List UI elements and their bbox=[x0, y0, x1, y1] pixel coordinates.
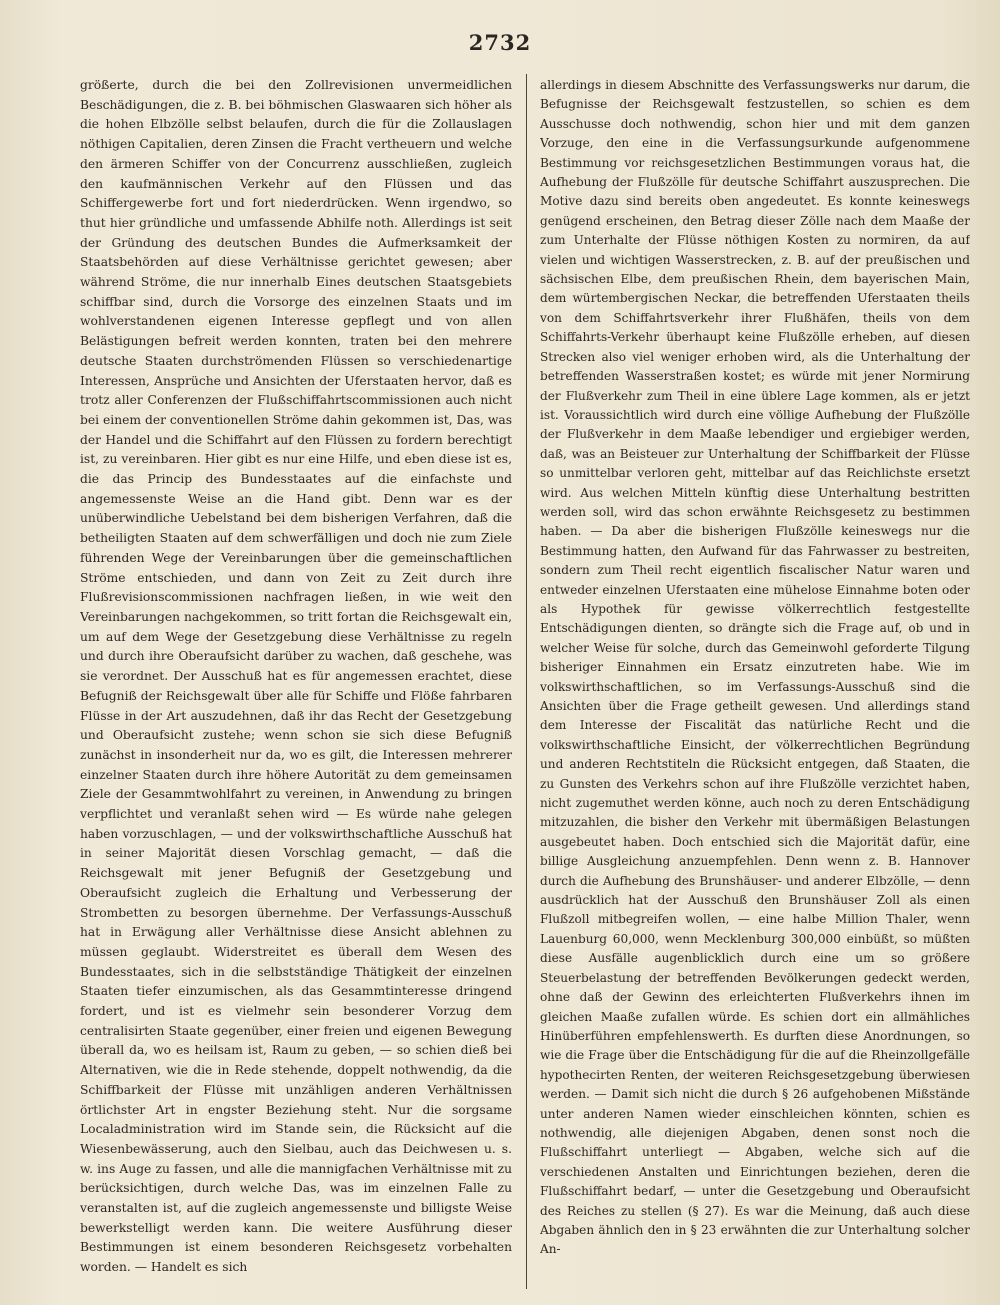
paragraph-segment: Voraussichtlich wird durch eine völlige Aufhebung der Flußzölle der Flußverkehr in dem Maaße lebendiger und ergiebiger werden, daß, was an Beisteuer zur Unterhaltung der Schiffbarkeit der Flüsse so unmittelbar verloren geht, mittelbar auf das Reichlichste ersetzt wird. bbox=[540, 407, 970, 500]
paragraph-segment: Damit sich nicht die durch § 26 aufgehobenen Mißstände unter anderen Namen wieder einschleichen könnten, schien es nothwendig, alle diejenigen Abgaben, denen sonst noch die Flußschiffahrt unterliegt — Abgaben, welche sich auf die verschiedenen Anstalten und Einrichtungen beziehen, deren die Flußschiffahrt bedarf, — unter die Gesetzgebung und Oberaufsicht des Reiches zu stellen (§ 27). bbox=[540, 1087, 970, 1218]
paragraph-segment: Die Motive dazu sind bereits oben angedeutet. bbox=[540, 175, 970, 209]
paragraph-segment: Der Ausschuß hat es für angemessen erachtet, diese Befugniß der Reichsgewalt über alle für Schiffe und Flöße fahrbaren Flüsse in der Art auszudehnen, daß ihr das Recht der Gesetzgebung und Oberaufsicht zustehe; wenn schon sie sich diese Befugniß zunächst in insonderheit nur da, wo es gilt, die Interessen mehrerer einzelner Staaten durch ihre höhere Autorität zu dem gemeinsamen Ziele der Gesammtwohlfahrt zu vereinen, in Anwendung zu bringen verpflichtet und veranlaßt sehen wird — Es würde nahe gelegen haben vorzuschlagen, — und der volkswirthschaftliche Ausschuß hat in seiner Majorität diesen Vorschlag gemacht, — daß die Reichsgewalt mit jener Befugniß der Gesetzgebung und Oberaufsicht zugleich die Erhaltung und Verbesserung der Strombetten zu besorgen übernehme. bbox=[80, 669, 512, 920]
paragraph-segment: Wenn irgendwo, so thut hier gründliche und umfassende Abhilfe noth. bbox=[80, 196, 512, 230]
paragraph-segment: Allerdings ist seit der Gründung des deutschen Bundes die Aufmerksamkeit der Staatsbehörden auf diese Verhältnisse gerichtet gewesen; aber während Ströme, die nur innerhalb Eines deutschen Staatsgebiets schiffbar sind, durch die Vorsorge des einzelnen Staats und im wohlverstandenen eigenen Interesse gepflegt und von allen Belästigungen befreit werden konnten, traten bei den mehrere deutsche Staaten durchströmenden Flüssen so verschiedenartige Interessen, Ansprüche und Ansichten der Uferstaaten hervor, daß es trotz aller Conferenzen der Flußschiffahrtscommissionen auch nicht bei einem der conventionellen Ströme dahin gekommen ist, Das, was der Handel und die Schiffahrt auf den Flüssen zu fordern berechtigt ist, zu vereinbaren. bbox=[80, 215, 512, 467]
paragraph-segment: Der Verfassungs-Ausschuß hat in Erwägung aller Verhältnisse diese Ansicht ablehnen zu müssen geglaubt. bbox=[80, 905, 512, 959]
paragraph-segment: Wie im volkswirthschaftlichen, so im Verfassungs-Ausschuß sind die Ansichten über die Frage getheilt gewesen. bbox=[540, 660, 970, 713]
paragraph-segment: größerte, durch die bei den Zollrevisionen unvermeidlichen Beschädigungen, die z. B. bei böhmischen Glaswaaren sich höher als die hohen Elbzölle selbst belaufen, durch die für die Zollauslagen nöthigen Capitalien, deren Zinsen die Fracht vertheuern und welche den ärmeren Schiffer von der Concurrenz ausschließen, zugleich den kaufmännischen Verkehr auf den Flüssen und das Schiffergewerbe fort und fort niederdrücken. bbox=[80, 78, 512, 211]
paragraph-segment: Widerstreitet es überall dem Wesen des Bundesstaates, sich in die selbstständige Thätigkeit der einzelnen Staaten tiefer einzumischen, als das Gesammtinteresse dringend fordert, und ist es vielmehr sein besonderer Vorzug dem centralisirten Staate gegenüber, einer freien und eigenen Bewegung überall da, wo es heilsam ist, Raum zu geben, — so schien dieß bei Alternativen, wie die in Rede stehende, doppelt nothwendig, da die Schiffbarkeit der Flüsse mit unzähligen anderen Verhältnissen örtlichster Art in engster Beziehung steht. bbox=[80, 944, 512, 1117]
right-column-text bbox=[540, 76, 970, 1260]
paragraph-segment: allerdings in diesem Abschnitte des Verfassungswerks nur darum, die Befugnisse der Reichsgewalt festzustellen, so schien es dem Ausschusse doch nothwendig, schon hier und mit dem ganzen Vorzuge, den eine in die Verfassungsurkunde aufgenommene Bestimmung vor reichsgesetzlichen Bestimmungen voraus hat, die Aufhebung der Flußzölle für deutsche Schiffahrt auszusprechen. bbox=[540, 78, 970, 190]
paragraph-segment: Nur die sorgsame Localadministration wird im Stande sein, die Rücksicht auf die Wiesenbewässerung, auch den Sielbau, auch das Deichwesen u. s. w. ins Auge zu fassen, und alle die mannigfachen Verhältnisse mit zu berücksichtigen, durch welche Das, was im einzelnen Falle zu veranstalten ist, auf die zugleich angemessenste und billigste Weise bewerkstelligt werden kann. bbox=[80, 1102, 512, 1235]
paragraph-segment: Denn war es der unüberwindliche Uebelstand bei dem bisherigen Verfahren, daß die betheiligten Staaten auf dem schwerfälligen und doch nie zum Ziele führenden Wege der Vereinbarungen über die gemeinschaftlichen Ströme entschieden, und dann von Zeit zu Zeit durch ihre Flußrevisionscommissionen nachfragen ließen, in wie weit den Vereinbarungen nachgekommen, so tritt fortan die Reichsgewalt ein, um auf dem Wege der Gesetzgebung diese Verhältnisse zu regeln und durch ihre Oberaufsicht darüber zu wachen, daß geschehe, was sie verordnet. bbox=[80, 491, 512, 684]
paragraph-segment: Da aber die bisherigen Flußzölle keineswegs nur die Bestimmung hatten, den Aufwand für das Fahrwasser zu bestreiten, sondern zum Theil recht eigentlich fiscalischer Natur waren und entweder einzelnen Uferstaaten eine mühelose Einnahme boten oder als Hypothek für gewisse völkerrechtlich festgestellte Entschädigungen dienten, so drängte sich die Frage auf, ob und in welcher Weise für solche, durch das Gemeinwohl geforderte Tilgung bisheriger Einnahmen ein Ersatz einzutreten habe. bbox=[540, 524, 970, 675]
paragraph-segment: Es schien dort ein allmähliches Hinüberführen empfehlenswerth. bbox=[540, 1009, 970, 1043]
paragraph-segment: Und allerdings stand dem Interesse der Fiscalität das natürliche Recht und die volkswirthschaftliche Einsicht, der völkerrechtlichen Begründung und anderen Rechtstiteln die Rücksicht entgegen, daß Staaten, die zu Gunsten des Verkehrs schon auf ihre Flußzölle verzichtet haben, nicht zugemuthet werden könne, auch noch zu deren Entschädigung mitzuzahlen, die bisher den Verkehr mit übermäßigen Belastungen ausgebeutet haben. bbox=[540, 699, 970, 849]
page-number: 2732 bbox=[468, 30, 532, 55]
right-column bbox=[540, 76, 970, 1286]
paragraph-segment: Hier gibt es nur eine Hilfe, und eben diese ist es, die das Princip des Bundesstaates auf die einfachste und angemessenste Weise an die Hand gibt. bbox=[80, 452, 512, 506]
left-column-text bbox=[80, 76, 512, 1278]
column-divider bbox=[526, 74, 527, 1289]
paragraph-segment: Es war die Meinung, daß auch diese Abgaben ähnlich den in § 23 erwähnten die zur Unterhaltung solcher An- bbox=[540, 1203, 970, 1257]
paragraph-segment: Aus welchen Mitteln künftig diese Unterhaltung bestritten werden soll, wird das schon erwähnte Reichsgesetz zu bestimmen haben. — bbox=[540, 485, 970, 539]
paragraph-segment: Die weitere Ausführung dieser Bestimmungen ist einem besonderen Reichsgesetz vorbehalten worden. — Handelt es sich bbox=[80, 1220, 512, 1275]
paragraph-segment: Es konnte keineswegs genügend erscheinen, den Betrag dieser Zölle nach dem Maaße der zum Unterhalte der Flüsse nöthigen Kosten zu normiren, da auf vielen und wichtigen Wasserstrecken, z. B. auf der preußischen und sächsischen Elbe, dem preußischen Rhein, dem bayerischen Main, dem würtembergischen Neckar, die betreffenden Uferstaaten theils von dem Schiffahrtsverkehr ihrer Flußhäfen, theils von dem Schiffahrts-Verkehr überhaupt keine Flußzölle erheben, auf diesen Strecken also viel weniger erhoben wird, als die Unterhaltung der betreffenden Wasserstraßen kostet; es würde mit jener Normirung der Flußverkehr zum Theil in eine üblere Lage kommen, als er jetzt ist. bbox=[540, 194, 970, 422]
paragraph-segment: Es durften diese Anordnungen, so wie die Frage über die Entschädigung für die auf die Rheinzollgefälle hypothecirten Renten, der weiteren Reichsgesetzgebung überwiesen werden. — bbox=[540, 1028, 970, 1102]
paragraph-segment: Denn wenn z. B. Hannover durch die Aufhebung des Brunshäuser- und anderer Elbzölle, — denn ausdrücklich hat der Ausschuß den Brunshäuser Zoll als einen Flußzoll mitbegreifen wollen, — eine halbe Million Thaler, wenn Lauenburg 60,000, wenn Mecklenburg 300,000 einbüßt, so müßten diese Ausfälle augenblicklich durch eine um so größere Steuerbelastung der betreffenden Bevölkerungen gedeckt werden, ohne daß der Gewinn des erleichterten Flußverkehrs ihnen im gleichen Maaße zufallen würde. bbox=[540, 854, 970, 1024]
paragraph-segment: Doch entschied sich die Majorität dafür, eine billige Ausgleichung anzuempfehlen. bbox=[540, 834, 970, 869]
left-column bbox=[80, 76, 512, 1286]
